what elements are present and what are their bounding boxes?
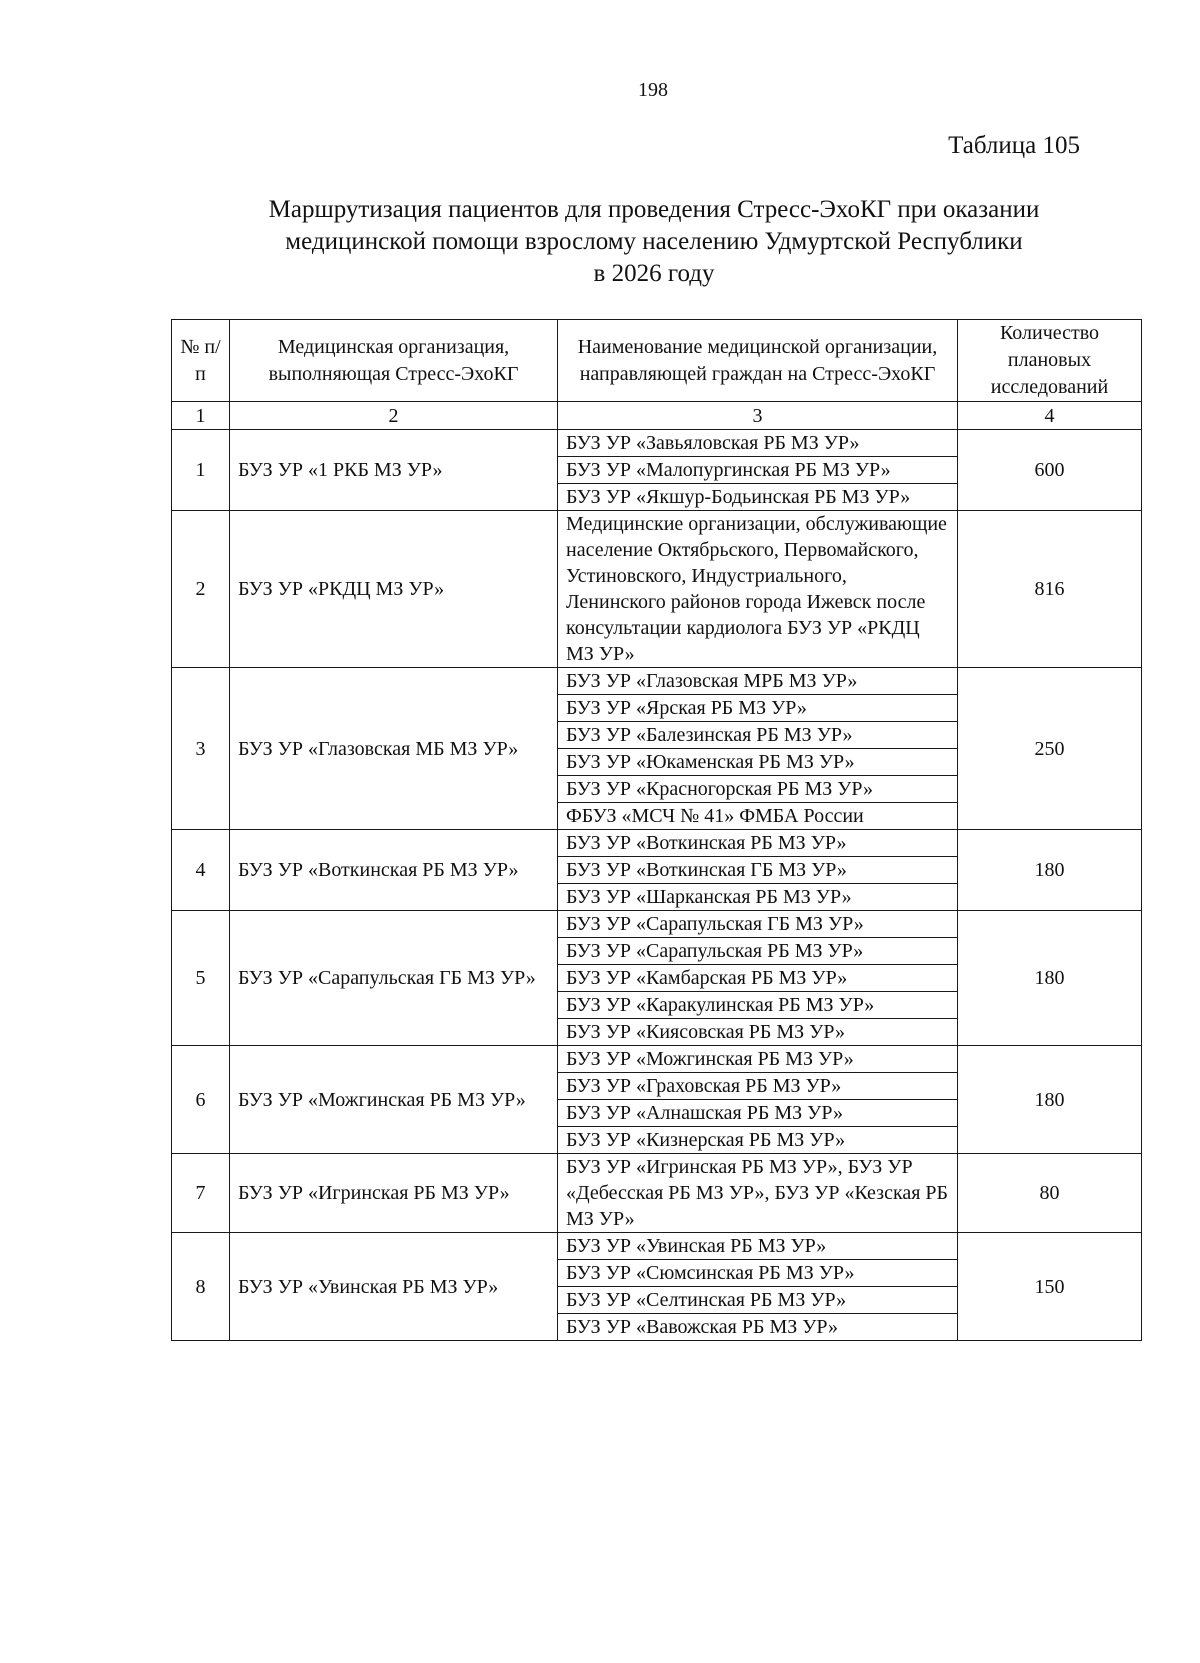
performing-organization xyxy=(230,911,558,1046)
table-row xyxy=(172,830,1142,857)
performing-organization-name: БУЗ УР «РКДЦ МЗ УР» xyxy=(238,578,445,600)
row-number: 4 xyxy=(172,830,230,911)
referring-organization: БУЗ УР «Глазовская МРБ МЗ УР» xyxy=(558,668,958,695)
referring-organization: БУЗ УР «Воткинская ГБ МЗ УР» xyxy=(558,857,958,884)
planned-count: 250 xyxy=(958,668,1142,830)
referring-organization: БУЗ УР «Можгинская РБ МЗ УР» xyxy=(558,1046,958,1073)
performing-organization xyxy=(230,668,558,830)
referring-organization: БУЗ УР «Малопургинская РБ МЗ УР» xyxy=(558,457,958,484)
referring-organization: БУЗ УР «Якшур-Бодьинская РБ МЗ УР» xyxy=(558,484,958,511)
performing-organization xyxy=(230,1154,558,1233)
planned-count: 80 xyxy=(958,1154,1142,1233)
table-row xyxy=(172,511,1142,668)
referring-organization: БУЗ УР «Киясовская РБ МЗ УР» xyxy=(558,1019,958,1046)
referring-organization: БУЗ УР «Сюмсинская РБ МЗ УР» xyxy=(558,1260,958,1287)
planned-count: 600 xyxy=(958,430,1142,511)
header-number: № п/п xyxy=(172,320,230,402)
column-number: 3 xyxy=(558,402,958,430)
row-number: 3 xyxy=(172,668,230,830)
referring-organization: БУЗ УР «Балезинская РБ МЗ УР» xyxy=(558,722,958,749)
referring-organization: БУЗ УР «Граховская РБ МЗ УР» xyxy=(558,1073,958,1100)
referring-organization: ФБУЗ «МСЧ № 41» ФМБА России xyxy=(558,803,958,830)
routing-table xyxy=(171,319,1142,1341)
referring-organization: БУЗ УР «Воткинская РБ МЗ УР» xyxy=(558,830,958,857)
referring-organization: БУЗ УР «Каракулинская РБ МЗ УР» xyxy=(558,992,958,1019)
referring-organization: БУЗ УР «Алнашская РБ МЗ УР» xyxy=(558,1100,958,1127)
referring-organization: БУЗ УР «Шарканская РБ МЗ УР» xyxy=(558,884,958,911)
performing-organization xyxy=(230,1233,558,1341)
row-number: 7 xyxy=(172,1154,230,1233)
row-number: 8 xyxy=(172,1233,230,1341)
referring-organization: БУЗ УР «Юкаменская РБ МЗ УР» xyxy=(558,749,958,776)
table-header-row xyxy=(172,320,1142,402)
column-number: 2 xyxy=(230,402,558,430)
performing-organization xyxy=(230,430,558,511)
column-number: 1 xyxy=(172,402,230,430)
column-number: 4 xyxy=(958,402,1142,430)
title-line: Маршрутизация пациентов для проведения Стресс-ЭхоКГ при оказании xyxy=(268,196,1040,223)
row-number: 2 xyxy=(172,511,230,668)
planned-count: 150 xyxy=(958,1233,1142,1341)
referring-organization: БУЗ УР «Камбарская РБ МЗ УР» xyxy=(558,965,958,992)
referring-organization: БУЗ УР «Сарапульская ГБ МЗ УР» xyxy=(558,911,958,938)
referring-organization: БУЗ УР «Вавожская РБ МЗ УР» xyxy=(558,1314,958,1341)
performing-organization xyxy=(230,1046,558,1154)
header-planned-count: Количество плановых исследований xyxy=(958,320,1142,402)
performing-organization-name: БУЗ УР «Воткинская РБ МЗ УР» xyxy=(238,859,519,881)
table-label: Таблица 105 xyxy=(948,132,1080,159)
table-row xyxy=(172,430,1142,457)
document-title xyxy=(200,194,1108,290)
referring-organization: БУЗ УР «Завьяловская РБ МЗ УР» xyxy=(558,430,958,457)
row-number: 1 xyxy=(172,430,230,511)
performing-organization-name: БУЗ УР «Увинская РБ МЗ УР» xyxy=(238,1275,499,1298)
planned-count: 816 xyxy=(958,511,1142,668)
title-line: в 2026 году xyxy=(593,260,715,287)
table-row xyxy=(172,668,1142,695)
table-row xyxy=(172,1233,1142,1260)
referring-organization: БУЗ УР «Увинская РБ МЗ УР» xyxy=(558,1233,958,1260)
header-referring-organization: Наименование медицинской организации, направляющей граждан на Стресс-ЭхоКГ xyxy=(558,320,958,402)
referring-organization: БУЗ УР «Красногорская РБ МЗ УР» xyxy=(558,776,958,803)
column-number-row xyxy=(172,402,1142,430)
referring-organization: БУЗ УР «Селтинская РБ МЗ УР» xyxy=(558,1287,958,1314)
performing-organization-name: БУЗ УР «1 РКБ МЗ УР» xyxy=(238,459,443,481)
row-number: 5 xyxy=(172,911,230,1046)
planned-count: 180 xyxy=(958,911,1142,1046)
performing-organization-name: БУЗ УР «Глазовская МБ МЗ УР» xyxy=(238,737,519,760)
referring-organization: БУЗ УР «Кизнерская РБ МЗ УР» xyxy=(558,1127,958,1154)
performing-organization-name: БУЗ УР «Можгинская РБ МЗ УР» xyxy=(238,1088,526,1111)
referring-organization: БУЗ УР «Игринская РБ МЗ УР», БУЗ УР «Дебесская РБ МЗ УР», БУЗ УР «Кезская РБ МЗ УР» xyxy=(558,1154,958,1233)
table-row xyxy=(172,911,1142,938)
header-organization: Медицинская организация, выполняющая Стресс-ЭхоКГ xyxy=(230,320,558,402)
table-row xyxy=(172,1046,1142,1073)
planned-count: 180 xyxy=(958,1046,1142,1154)
page-number: 198 xyxy=(638,79,668,101)
performing-organization-name: БУЗ УР «Сарапульская ГБ МЗ УР» xyxy=(238,967,536,989)
referring-organization: БУЗ УР «Сарапульская РБ МЗ УР» xyxy=(558,938,958,965)
title-line: медицинской помощи взрослому населению Удмуртской Республики xyxy=(285,228,1023,255)
performing-organization-name: БУЗ УР «Игринская РБ МЗ УР» xyxy=(238,1182,510,1204)
referring-organization: Медицинские организации, обслуживающие население Октябрьского, Первомайского, Устиновского, Индустриального, Ленинского районов города Ижевск после консультации кардиолога БУЗ УР «РКДЦ МЗ УР» xyxy=(558,511,958,668)
performing-organization xyxy=(230,830,558,911)
table-body xyxy=(172,430,1142,1341)
planned-count: 180 xyxy=(958,830,1142,911)
table-row xyxy=(172,1154,1142,1233)
performing-organization xyxy=(230,511,558,668)
row-number: 6 xyxy=(172,1046,230,1154)
referring-organization: БУЗ УР «Ярская РБ МЗ УР» xyxy=(558,695,958,722)
